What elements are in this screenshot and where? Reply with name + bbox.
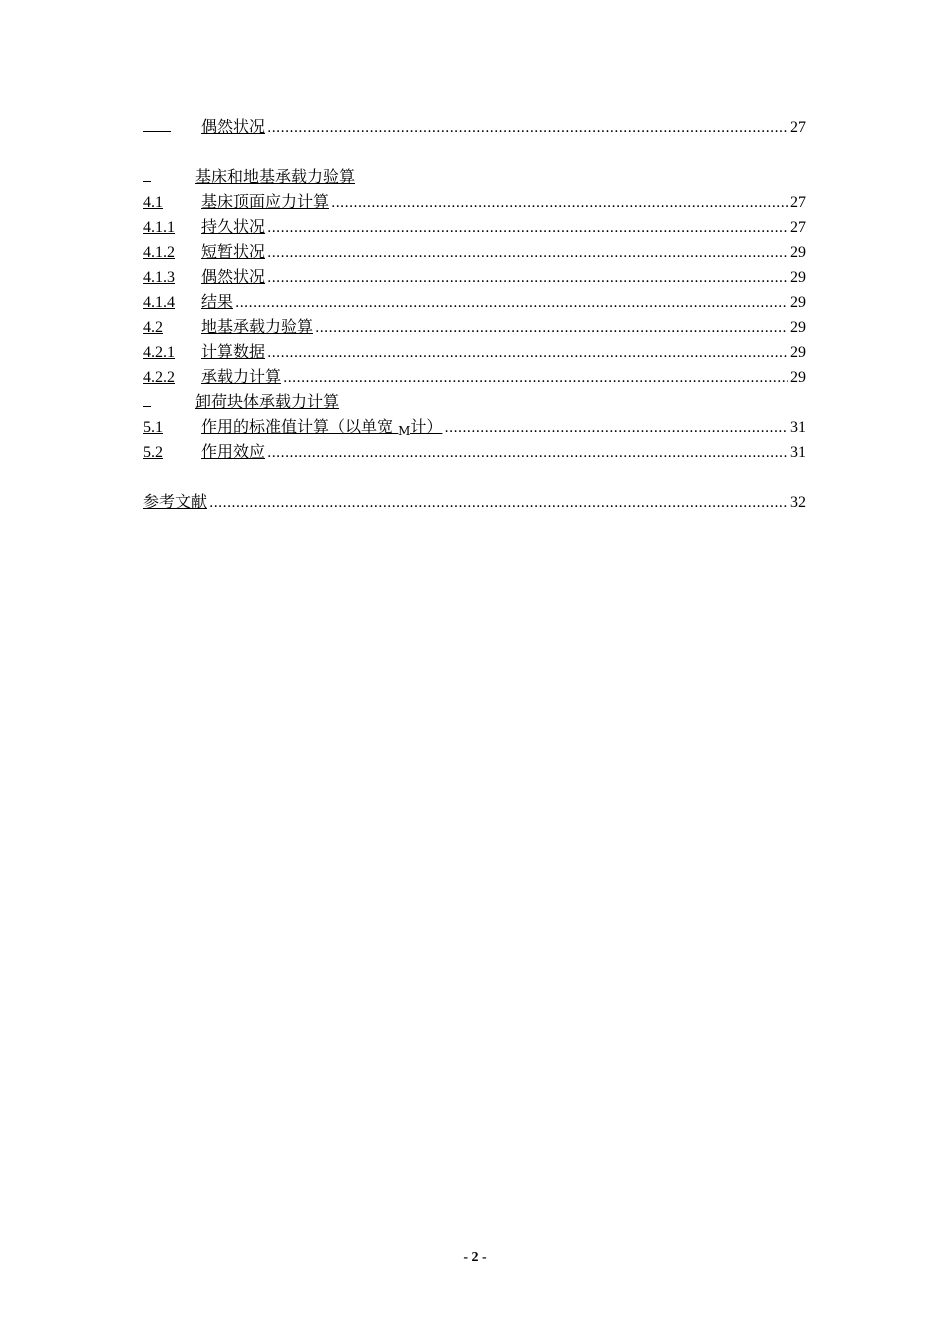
toc-number-blank <box>143 389 151 407</box>
toc-leader <box>315 314 788 339</box>
toc-page: 29 <box>790 294 806 311</box>
toc-page: 29 <box>790 244 806 261</box>
toc-title-part: 作用的标准值计算（以单宽 <box>201 417 394 436</box>
spacer <box>143 139 806 164</box>
toc-title: 作用效应 <box>201 442 266 461</box>
toc-entry[interactable] <box>143 314 806 339</box>
toc-number: 5.1 <box>143 419 163 436</box>
toc-page: 29 <box>790 269 806 286</box>
toc-leader <box>209 489 788 514</box>
toc-page: 29 <box>790 369 806 386</box>
toc-leader <box>267 214 788 239</box>
toc-leader <box>267 339 788 364</box>
toc-chapter-heading[interactable] <box>143 389 806 414</box>
toc-number: 4.1.4 <box>143 294 175 311</box>
toc-leader <box>235 289 788 314</box>
toc-number: 4.1.1 <box>143 219 175 236</box>
toc-title: 偶然状况 <box>201 117 266 136</box>
toc-number-blank <box>143 114 171 132</box>
toc-entry-references[interactable] <box>143 489 806 514</box>
toc-entry[interactable] <box>143 339 806 364</box>
toc-chapter-heading[interactable] <box>143 164 806 189</box>
toc-title: 持久状况 <box>201 217 266 236</box>
toc-leader <box>331 189 788 214</box>
toc-page: 27 <box>790 194 806 211</box>
toc-entry[interactable] <box>143 264 806 289</box>
toc-entry[interactable] <box>143 439 806 464</box>
toc-entry[interactable] <box>143 214 806 239</box>
toc-title: 偶然状况 <box>201 267 266 286</box>
toc-title: 基床顶面应力计算 <box>201 192 330 211</box>
toc-title: 计算数据 <box>201 342 266 361</box>
toc-title: 承载力计算 <box>201 367 282 386</box>
toc-entry[interactable] <box>143 114 806 139</box>
toc-entry[interactable] <box>143 189 806 214</box>
toc-title: 基床和地基承载力验算 <box>195 167 356 186</box>
spacer <box>143 464 806 489</box>
toc-page: 32 <box>790 494 806 511</box>
toc-title: 地基承载力验算 <box>201 317 314 336</box>
toc-number: 4.1 <box>143 194 163 211</box>
toc-number: 4.1.3 <box>143 269 175 286</box>
toc-number-blank <box>143 164 151 182</box>
table-of-contents <box>143 114 806 514</box>
toc-leader <box>267 439 788 464</box>
toc-entry[interactable] <box>143 364 806 389</box>
toc-page: 29 <box>790 319 806 336</box>
toc-page: 29 <box>790 344 806 361</box>
toc-number: 4.1.2 <box>143 244 175 261</box>
toc-number: 4.2.2 <box>143 369 175 386</box>
toc-number: 5.2 <box>143 444 163 461</box>
page-number-footer: - 2 - <box>463 1250 487 1265</box>
toc-title: 结果 <box>201 292 234 311</box>
toc-page: 31 <box>790 419 806 436</box>
toc-title-unit: M <box>398 424 411 438</box>
toc-number: 4.2 <box>143 319 163 336</box>
toc-title: 卸荷块体承载力计算 <box>195 392 340 411</box>
toc-leader <box>267 239 788 264</box>
toc-number: 4.2.1 <box>143 344 175 361</box>
toc-entry[interactable] <box>143 239 806 264</box>
toc-leader <box>267 264 788 289</box>
toc-entry[interactable] <box>143 414 806 439</box>
toc-title: 短暂状况 <box>201 242 266 261</box>
toc-page: 27 <box>790 119 806 136</box>
toc-title: 参考文献 <box>143 492 208 511</box>
toc-page: 27 <box>790 219 806 236</box>
toc-leader <box>267 114 788 139</box>
toc-page: 31 <box>790 444 806 461</box>
toc-entry[interactable] <box>143 289 806 314</box>
toc-leader <box>283 364 788 389</box>
toc-leader <box>444 414 788 439</box>
toc-title-part: 计） <box>410 417 443 436</box>
